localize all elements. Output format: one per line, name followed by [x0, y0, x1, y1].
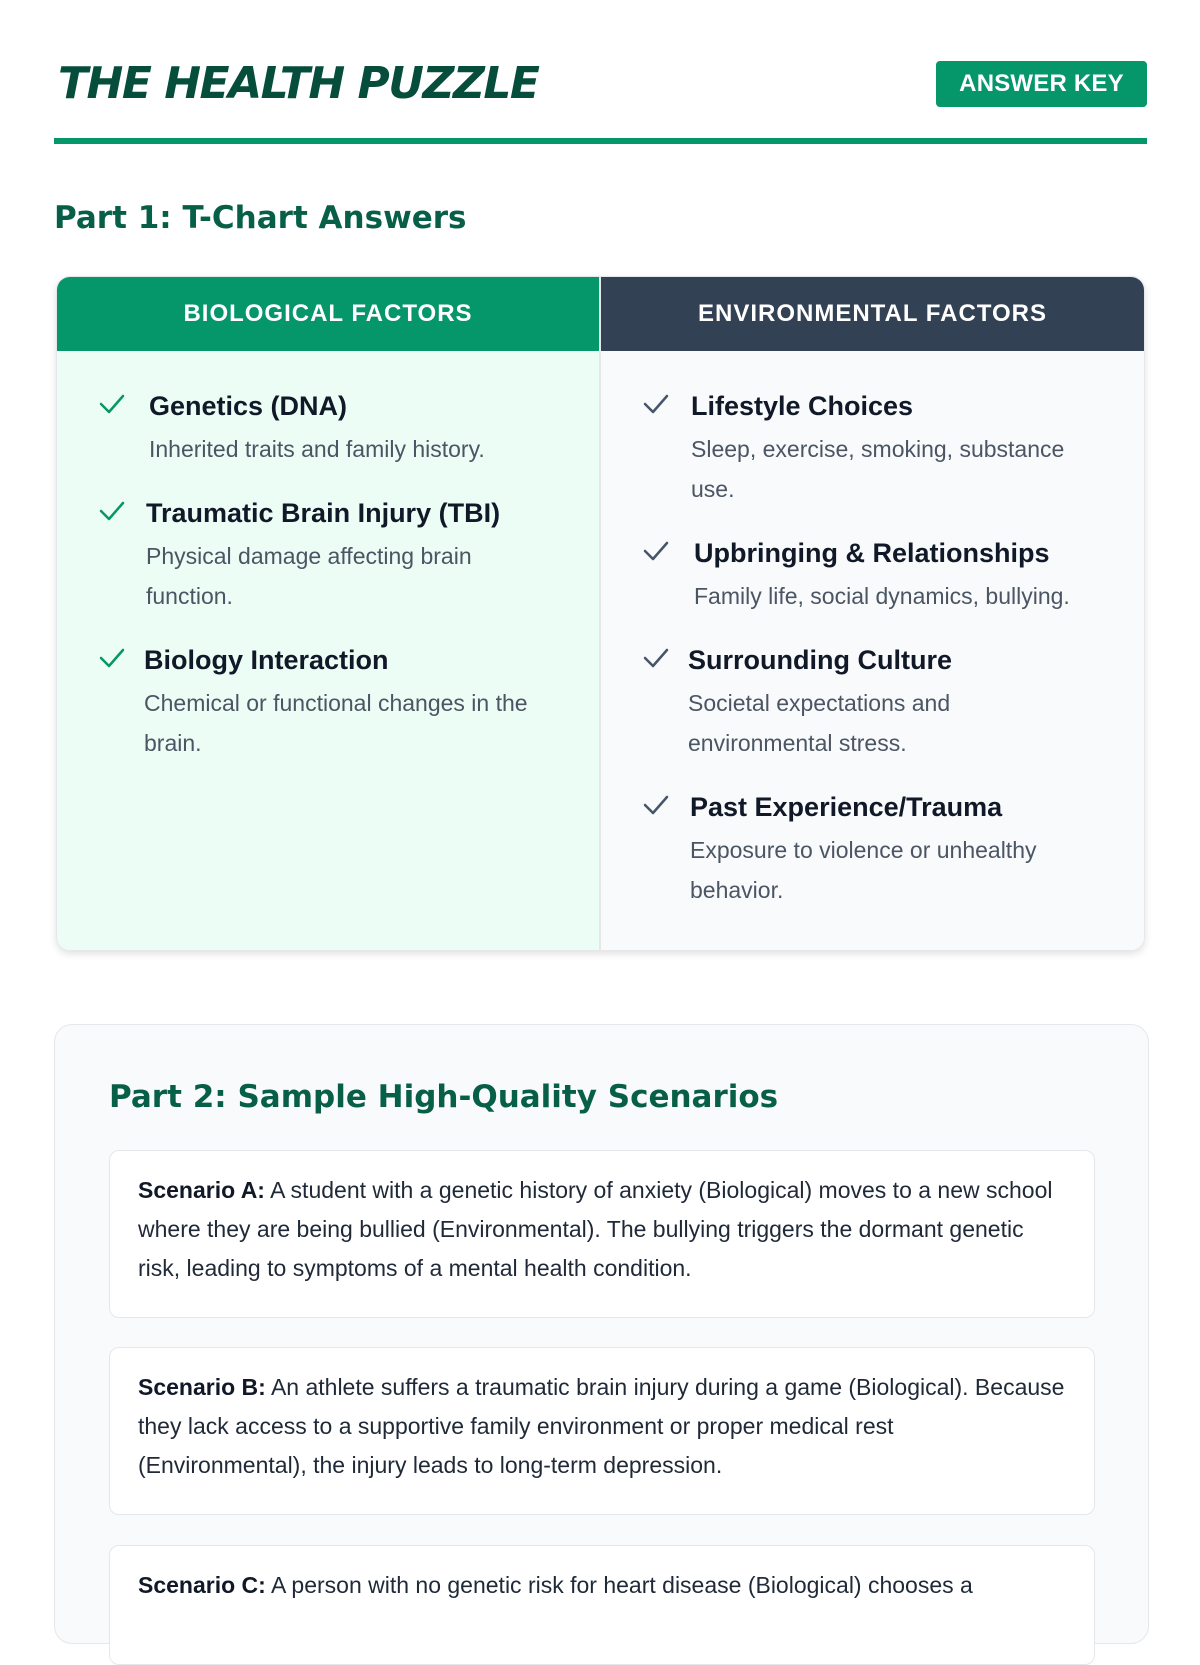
- scenario-label: Scenario B:: [138, 1374, 266, 1400]
- part2-title: Part 2: Sample High-Quality Scenarios: [109, 1079, 779, 1115]
- check-icon: [99, 646, 125, 670]
- check-icon: [99, 392, 125, 416]
- item-title: Surrounding Culture: [688, 645, 952, 675]
- item-description: Societal expectations and environmental stress.: [688, 690, 951, 756]
- item-title: Biology Interaction: [144, 645, 389, 675]
- item-title: Lifestyle Choices: [691, 391, 914, 421]
- check-icon: [643, 646, 669, 670]
- item-description: Exposure to violence or unhealthy behavior.: [690, 837, 1037, 903]
- scenario-card: [109, 1347, 1095, 1515]
- item-description: Chemical or functional changes in the brain.: [144, 690, 528, 756]
- scenario-card: [109, 1545, 1095, 1665]
- scenarios-panel: [54, 1024, 1149, 1644]
- scenario-label: Scenario C:: [138, 1572, 266, 1598]
- check-icon: [99, 499, 125, 523]
- environmental-column: [601, 277, 1144, 950]
- check-icon: [643, 793, 669, 817]
- item-description: Sleep, exercise, smoking, substance use.: [691, 436, 1065, 502]
- biological-heading: BIOLOGICAL FACTORS: [57, 277, 599, 351]
- item-title: Genetics (DNA): [149, 391, 348, 421]
- item-title: Traumatic Brain Injury (TBI): [146, 498, 501, 528]
- biological-column: [57, 277, 601, 950]
- check-icon: [643, 539, 669, 563]
- part1-title: Part 1: T-Chart Answers: [54, 200, 467, 236]
- item-description: Family life, social dynamics, bullying.: [694, 583, 1070, 609]
- item-description: Physical damage affecting brain function.: [146, 543, 472, 609]
- scenario-label: Scenario A:: [138, 1177, 265, 1203]
- scenario-text: A person with no genetic risk for heart disease (Biological) chooses a: [265, 1572, 973, 1598]
- t-chart: [56, 276, 1145, 951]
- check-icon: [643, 392, 669, 416]
- item-description: Inherited traits and family history.: [149, 436, 485, 462]
- page-header: [54, 52, 1147, 144]
- page-title: THE HEALTH PUZZLE: [58, 58, 539, 109]
- scenario-card: [109, 1150, 1095, 1318]
- environmental-heading: ENVIRONMENTAL FACTORS: [601, 277, 1144, 351]
- scenario-text: A student with a genetic history of anxiety (Biological) moves to a new school where they are being bullied (Environmental). The bullying triggers the dormant genetic risk, leading to symptoms of a mental health condition.: [138, 1177, 1053, 1281]
- item-title: Upbringing & Relationships: [694, 538, 1050, 568]
- answer-key-badge: ANSWER KEY: [936, 61, 1147, 107]
- scenario-text: An athlete suffers a traumatic brain injury during a game (Biological). Because they lack access to a supportive family environment or proper medical rest (Environmental), the injury leads to long-term depression.: [138, 1374, 1065, 1478]
- item-title: Past Experience/Trauma: [690, 792, 1003, 822]
